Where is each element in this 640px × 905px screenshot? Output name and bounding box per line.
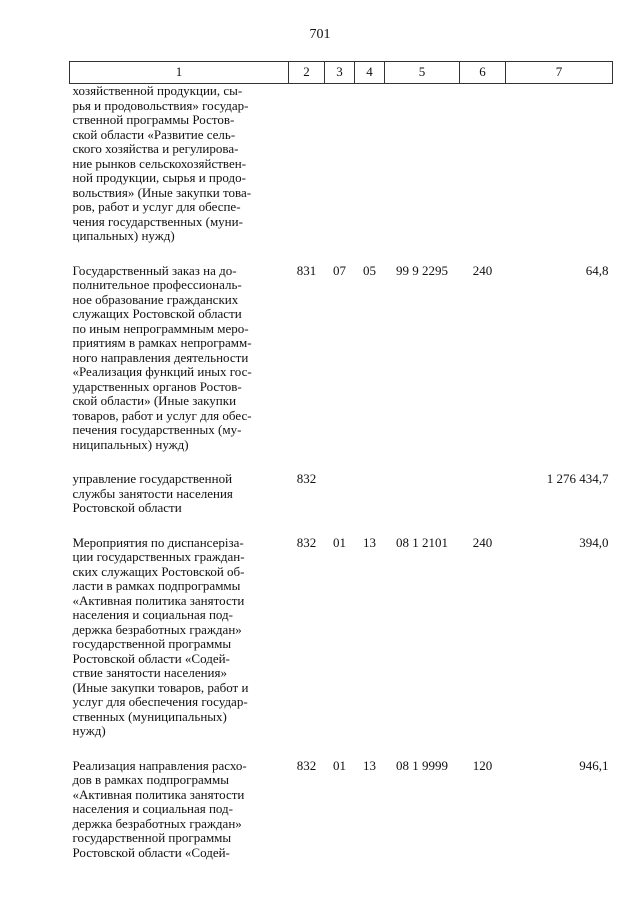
amount: 394,0 (579, 534, 609, 550)
subsection-code: 13 (363, 534, 376, 550)
budget-table (69, 61, 613, 860)
row-description: Государственный заказ на до- полнительное профессиональ- ное образование гражданских служащих Ростовской области по иным непрограммным меро- приятиям в рамках непрограмм- ного направления деятельности «Реализация функций иных гос- ударственных органов Ростов- ской области» (Иные закупки товаров, работ и услуг для обес- печения государственных (му- ниципальных) нужд) (72, 262, 252, 452)
row-description: хозяйственной продукции, сы- рья и продовольствия» государ- ственной программы Ростов- ской области «Развитие сель- ского хозяйства и регулирова- ние рынков сельскохозяйствен- ной продукции, сырья и продо- вольствия» (Иные закупки това- ров, работ и услуг для обеспе- чения государственных (муни- ципальных) нужд) (72, 83, 252, 243)
section-code: 07 (333, 262, 346, 278)
amount: 946,1 (579, 757, 609, 773)
table-row (70, 84, 613, 264)
column-header: 7 (506, 62, 613, 84)
ministry-code: 832 (296, 534, 317, 550)
ministry-code: 832 (296, 471, 317, 486)
column-header: 5 (385, 62, 460, 84)
ministry-code: 831 (296, 262, 317, 278)
subsection-code: 05 (363, 262, 376, 278)
column-header: 2 (289, 62, 325, 84)
expense-type-code (460, 84, 506, 264)
section-code (325, 84, 355, 264)
expense-type-code: 240 (472, 534, 493, 550)
subsection-code (355, 472, 385, 536)
expense-type-code: 240 (472, 262, 493, 278)
page-number: 701 (309, 27, 331, 42)
section-code: 01 (333, 757, 346, 773)
amount (506, 84, 613, 264)
ministry-code: 832 (296, 757, 317, 773)
target-item-code (385, 84, 460, 264)
expense-type-code: 120 (472, 757, 493, 773)
target-item-code: 08 1 9999 (396, 757, 448, 773)
expense-type-code (460, 472, 506, 536)
section-code: 01 (333, 534, 346, 550)
target-item-code: 08 1 2101 (396, 534, 448, 550)
subsection-code: 13 (363, 757, 376, 773)
target-item-code: 99 9 2295 (396, 262, 448, 278)
table-row (70, 264, 613, 473)
table-row (70, 759, 613, 861)
subsection-code (355, 84, 385, 264)
column-header: 6 (460, 62, 506, 84)
table-row (70, 472, 613, 536)
row-description: Мероприятия по диспансеріза- ции государственных граждан- ских служащих Ростовской об- ласти в рамках подпрограммы «Активная политика занятости населения и социальная под- держка безработных граждан» государственной программы Ростовской области «Содей- ствие занятости населения» (Иные закупки товаров, работ и услуг для обеспечения государ- ственных (муниципальных) нужд) (72, 534, 249, 738)
section-code (325, 472, 355, 536)
column-header: 1 (70, 62, 289, 84)
column-header: 4 (355, 62, 385, 84)
column-header: 3 (325, 62, 355, 84)
amount: 64,8 (585, 262, 609, 278)
table-row (70, 536, 613, 759)
target-item-code (385, 472, 460, 536)
ministry-code (289, 84, 325, 264)
row-description: управление государственной службы занятости населения Ростовской области (72, 471, 233, 515)
header-row (70, 62, 613, 84)
row-description: Реализация направления расхо- дов в рамках подпрограммы «Активная политика занятости населения и социальная под- держка безработных граждан» государственной программы Ростовской области «Содей- (72, 757, 247, 860)
amount: 1 276 434,7 (546, 471, 609, 486)
